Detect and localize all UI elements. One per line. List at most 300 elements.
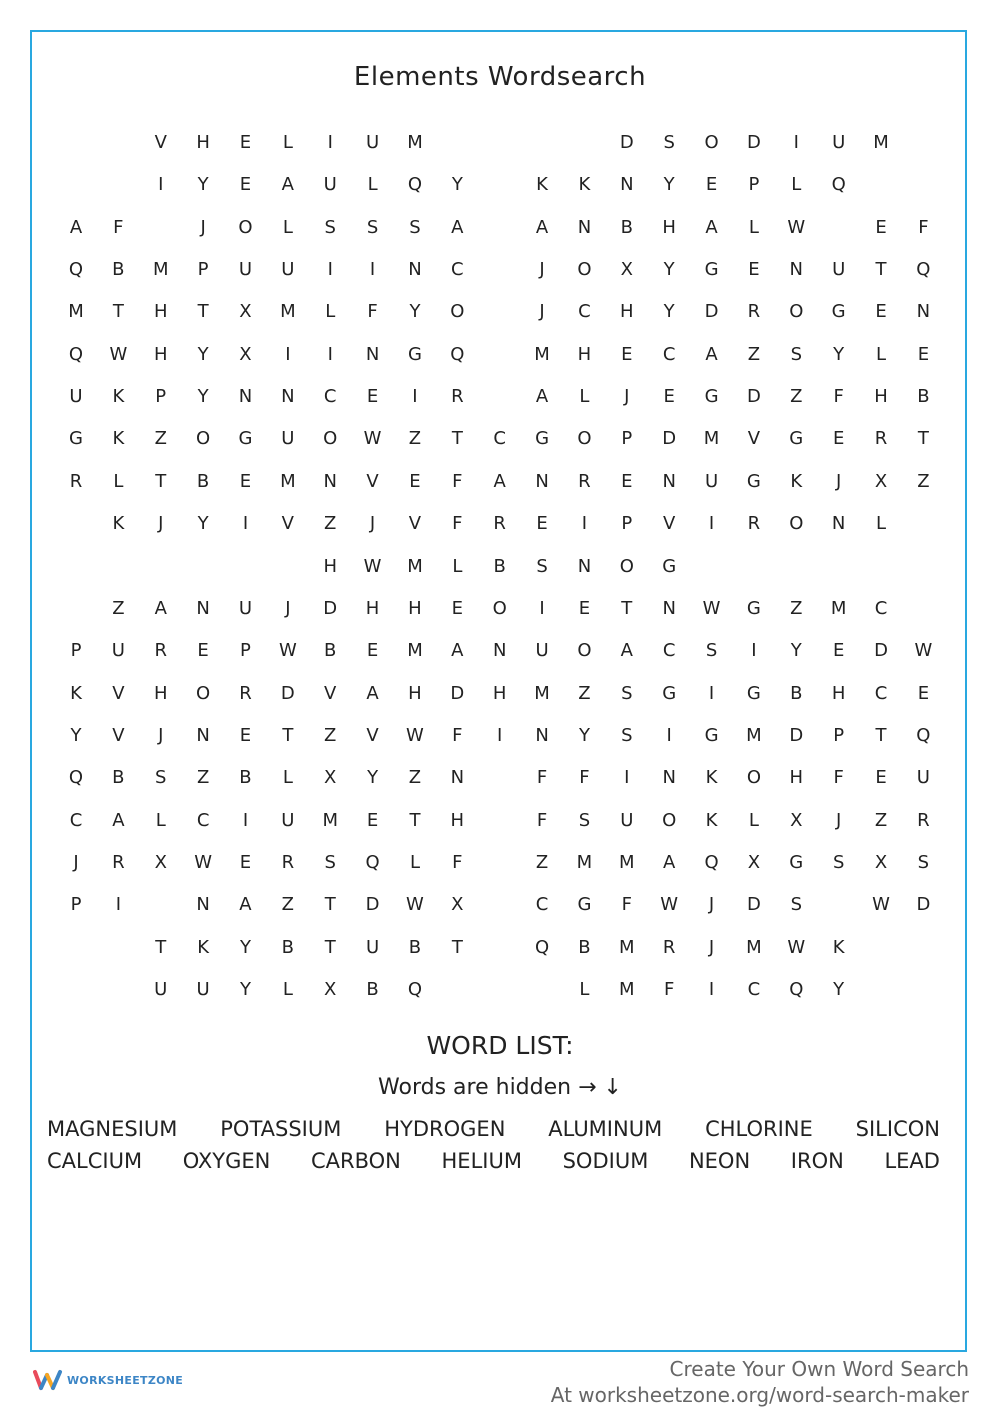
- grid-letter[interactable]: V: [281, 513, 294, 535]
- grid-letter[interactable]: A: [239, 894, 252, 916]
- grid-letter[interactable]: E: [197, 640, 209, 662]
- grid-letter[interactable]: U: [154, 979, 168, 1000]
- grid-letter[interactable]: Y: [239, 979, 251, 1000]
- grid-letter[interactable]: I: [581, 513, 588, 535]
- grid-letter[interactable]: S: [705, 640, 718, 662]
- grid-letter[interactable]: S: [536, 555, 548, 577]
- grid-letter[interactable]: S: [409, 216, 421, 238]
- grid-letter[interactable]: I: [327, 343, 333, 365]
- grid-letter[interactable]: X: [790, 809, 803, 831]
- grid-letter[interactable]: N: [620, 174, 634, 196]
- grid-letter[interactable]: E: [366, 386, 379, 408]
- grid-letter[interactable]: M: [152, 259, 169, 281]
- grid-letter[interactable]: H: [577, 343, 592, 365]
- grid-letter[interactable]: N: [789, 259, 804, 281]
- grid-letter[interactable]: N: [408, 259, 422, 281]
- grid-letter[interactable]: Z: [790, 597, 803, 619]
- grid-letter[interactable]: O: [323, 428, 338, 450]
- grid-letter[interactable]: B: [112, 767, 125, 789]
- grid-letter[interactable]: H: [620, 301, 634, 323]
- grid-letter[interactable]: L: [876, 513, 887, 535]
- grid-letter[interactable]: E: [366, 640, 379, 662]
- grid-letter[interactable]: X: [324, 979, 337, 1000]
- grid-letter[interactable]: N: [196, 597, 210, 619]
- grid-letter[interactable]: Z: [196, 767, 210, 789]
- grid-letter[interactable]: W: [702, 597, 721, 619]
- grid-letter[interactable]: A: [620, 640, 633, 662]
- grid-letter[interactable]: U: [196, 979, 210, 1000]
- grid-letter[interactable]: O: [619, 555, 634, 577]
- grid-letter[interactable]: E: [875, 216, 887, 238]
- grid-letter[interactable]: L: [748, 809, 759, 831]
- grid-letter[interactable]: B: [620, 216, 633, 238]
- grid-letter[interactable]: T: [875, 259, 887, 281]
- grid-letter[interactable]: R: [69, 470, 83, 492]
- grid-letter[interactable]: P: [197, 259, 209, 281]
- grid-letter[interactable]: B: [366, 979, 379, 1000]
- grid-letter[interactable]: Z: [324, 513, 337, 535]
- grid-letter[interactable]: T: [409, 809, 421, 831]
- grid-letter[interactable]: P: [155, 386, 167, 408]
- grid-letter[interactable]: I: [242, 513, 249, 535]
- grid-letter[interactable]: E: [621, 470, 633, 492]
- grid-letter[interactable]: Q: [916, 259, 931, 281]
- grid-letter[interactable]: Z: [578, 682, 591, 704]
- grid-letter[interactable]: M: [619, 979, 635, 1000]
- grid-letter[interactable]: R: [239, 682, 252, 704]
- grid-letter[interactable]: E: [239, 174, 252, 196]
- grid-letter[interactable]: U: [365, 936, 380, 958]
- grid-letter[interactable]: N: [662, 767, 676, 789]
- grid-letter[interactable]: O: [789, 513, 804, 535]
- grid-letter[interactable]: N: [535, 724, 549, 746]
- grid-letter[interactable]: T: [451, 936, 463, 958]
- grid-letter[interactable]: I: [115, 894, 122, 916]
- grid-letter[interactable]: M: [746, 724, 762, 746]
- grid-letter[interactable]: M: [534, 682, 550, 704]
- grid-letter[interactable]: K: [197, 936, 210, 958]
- grid-letter[interactable]: T: [451, 428, 463, 450]
- grid-letter[interactable]: J: [73, 851, 79, 873]
- grid-letter[interactable]: Y: [197, 513, 209, 535]
- grid-letter[interactable]: I: [708, 682, 715, 704]
- grid-letter[interactable]: T: [282, 724, 294, 746]
- grid-letter[interactable]: X: [874, 470, 888, 492]
- grid-letter[interactable]: O: [492, 597, 507, 619]
- grid-letter[interactable]: C: [323, 386, 337, 408]
- grid-letter[interactable]: D: [746, 894, 761, 916]
- grid-letter[interactable]: W: [787, 936, 806, 958]
- grid-letter[interactable]: M: [407, 555, 423, 577]
- grid-letter[interactable]: M: [407, 132, 423, 153]
- grid-letter[interactable]: D: [746, 386, 761, 408]
- grid-letter[interactable]: E: [621, 343, 633, 365]
- grid-letter[interactable]: I: [624, 767, 630, 789]
- grid-letter[interactable]: B: [790, 682, 803, 704]
- footer-line-2[interactable]: At worksheetzone.org/word-search-maker: [550, 1383, 969, 1407]
- grid-letter[interactable]: Z: [874, 809, 888, 831]
- grid-letter[interactable]: J: [369, 513, 376, 535]
- grid-letter[interactable]: M: [873, 132, 889, 153]
- grid-letter[interactable]: Y: [70, 724, 82, 746]
- grid-letter[interactable]: B: [917, 386, 930, 408]
- grid-letter[interactable]: R: [154, 640, 167, 662]
- grid-letter[interactable]: M: [619, 936, 635, 958]
- grid-letter[interactable]: C: [451, 259, 464, 281]
- grid-letter[interactable]: L: [282, 132, 293, 153]
- grid-letter[interactable]: G: [704, 386, 719, 408]
- grid-letter[interactable]: G: [789, 851, 804, 873]
- grid-letter[interactable]: L: [367, 174, 378, 196]
- grid-letter[interactable]: Q: [68, 259, 84, 281]
- grid-letter[interactable]: X: [620, 259, 633, 281]
- grid-letter[interactable]: I: [793, 132, 799, 153]
- grid-letter[interactable]: J: [708, 894, 715, 916]
- grid-letter[interactable]: Y: [239, 936, 251, 958]
- grid-letter[interactable]: S: [663, 132, 675, 153]
- grid-letter[interactable]: N: [492, 640, 507, 662]
- grid-letter[interactable]: O: [577, 259, 592, 281]
- grid-letter[interactable]: I: [539, 597, 545, 619]
- grid-letter[interactable]: C: [747, 979, 761, 1000]
- grid-letter[interactable]: A: [112, 809, 125, 831]
- grid-letter[interactable]: E: [832, 640, 845, 662]
- grid-letter[interactable]: D: [365, 894, 380, 916]
- grid-letter[interactable]: O: [746, 767, 761, 789]
- grid-letter[interactable]: Z: [281, 894, 295, 916]
- grid-letter[interactable]: N: [662, 470, 676, 492]
- grid-letter[interactable]: H: [408, 682, 422, 704]
- grid-letter[interactable]: X: [154, 851, 167, 873]
- grid-letter[interactable]: U: [832, 132, 846, 153]
- grid-letter[interactable]: R: [451, 386, 464, 408]
- grid-letter[interactable]: P: [621, 428, 633, 450]
- grid-letter[interactable]: N: [323, 470, 337, 492]
- grid-letter[interactable]: J: [539, 301, 545, 323]
- grid-letter[interactable]: U: [281, 259, 295, 281]
- grid-letter[interactable]: L: [282, 216, 293, 238]
- grid-letter[interactable]: M: [280, 301, 296, 323]
- grid-letter[interactable]: I: [412, 386, 418, 408]
- grid-letter[interactable]: W: [914, 640, 933, 662]
- grid-letter[interactable]: R: [281, 851, 295, 873]
- grid-letter[interactable]: A: [535, 386, 549, 408]
- grid-letter[interactable]: H: [196, 132, 210, 153]
- grid-letter[interactable]: Z: [535, 851, 549, 873]
- grid-letter[interactable]: G: [831, 301, 846, 323]
- grid-letter[interactable]: L: [282, 979, 293, 1000]
- grid-letter[interactable]: G: [789, 428, 804, 450]
- grid-letter[interactable]: B: [281, 936, 295, 958]
- grid-letter[interactable]: C: [662, 640, 676, 662]
- grid-letter[interactable]: U: [238, 259, 253, 281]
- grid-letter[interactable]: K: [578, 174, 591, 196]
- grid-letter[interactable]: T: [155, 936, 167, 958]
- grid-letter[interactable]: G: [662, 682, 677, 704]
- grid-letter[interactable]: C: [493, 428, 506, 450]
- grid-letter[interactable]: E: [239, 851, 252, 873]
- grid-letter[interactable]: K: [832, 936, 845, 958]
- grid-letter[interactable]: Y: [833, 979, 845, 1000]
- grid-letter[interactable]: I: [751, 640, 757, 662]
- grid-letter[interactable]: A: [535, 216, 549, 238]
- grid-letter[interactable]: U: [535, 640, 549, 662]
- grid-letter[interactable]: E: [832, 428, 845, 450]
- grid-letter[interactable]: Q: [704, 851, 719, 873]
- grid-letter[interactable]: F: [452, 724, 463, 746]
- grid-letter[interactable]: Y: [197, 174, 209, 196]
- grid-letter[interactable]: V: [366, 470, 379, 492]
- grid-letter[interactable]: O: [704, 132, 719, 153]
- grid-letter[interactable]: R: [578, 470, 591, 492]
- grid-letter[interactable]: W: [278, 640, 297, 662]
- grid-letter[interactable]: Q: [831, 174, 846, 196]
- grid-letter[interactable]: R: [112, 851, 125, 873]
- grid-letter[interactable]: F: [833, 386, 844, 408]
- grid-letter[interactable]: H: [323, 555, 337, 577]
- grid-letter[interactable]: D: [916, 894, 931, 916]
- grid-letter[interactable]: B: [196, 470, 210, 492]
- grid-letter[interactable]: S: [324, 851, 336, 873]
- grid-letter[interactable]: E: [578, 597, 591, 619]
- grid-letter[interactable]: T: [621, 597, 633, 619]
- grid-letter[interactable]: X: [324, 767, 337, 789]
- grid-letter[interactable]: U: [281, 428, 295, 450]
- grid-letter[interactable]: S: [790, 894, 802, 916]
- grid-letter[interactable]: O: [196, 682, 211, 704]
- grid-letter[interactable]: Y: [409, 301, 421, 323]
- grid-letter[interactable]: P: [240, 640, 251, 662]
- grid-letter[interactable]: I: [666, 724, 672, 746]
- grid-letter[interactable]: H: [874, 386, 888, 408]
- grid-letter[interactable]: C: [69, 809, 83, 831]
- grid-letter[interactable]: A: [705, 216, 718, 238]
- grid-letter[interactable]: F: [452, 851, 463, 873]
- grid-letter[interactable]: Y: [663, 301, 675, 323]
- grid-letter[interactable]: E: [705, 174, 718, 196]
- grid-letter[interactable]: K: [112, 513, 125, 535]
- grid-letter[interactable]: G: [238, 428, 253, 450]
- grid-letter[interactable]: B: [578, 936, 591, 958]
- grid-letter[interactable]: H: [662, 216, 676, 238]
- grid-letter[interactable]: N: [831, 513, 846, 535]
- grid-letter[interactable]: P: [748, 174, 760, 196]
- grid-letter[interactable]: I: [369, 259, 376, 281]
- grid-letter[interactable]: O: [577, 640, 592, 662]
- grid-letter[interactable]: I: [158, 174, 164, 196]
- grid-letter[interactable]: U: [916, 767, 930, 789]
- grid-letter[interactable]: Y: [833, 343, 845, 365]
- grid-letter[interactable]: T: [875, 724, 887, 746]
- grid-letter[interactable]: E: [748, 259, 760, 281]
- grid-letter[interactable]: K: [705, 767, 718, 789]
- grid-letter[interactable]: O: [450, 301, 465, 323]
- grid-letter[interactable]: Z: [747, 343, 761, 365]
- grid-letter[interactable]: E: [451, 597, 464, 619]
- grid-letter[interactable]: Q: [68, 343, 84, 365]
- grid-letter[interactable]: Q: [68, 767, 84, 789]
- grid-letter[interactable]: X: [451, 894, 464, 916]
- grid-letter[interactable]: A: [154, 597, 167, 619]
- grid-letter[interactable]: A: [69, 216, 83, 238]
- grid-letter[interactable]: H: [408, 597, 422, 619]
- grid-letter[interactable]: F: [621, 894, 632, 916]
- grid-letter[interactable]: F: [113, 216, 124, 238]
- grid-letter[interactable]: F: [833, 767, 844, 789]
- grid-letter[interactable]: E: [663, 386, 675, 408]
- grid-letter[interactable]: H: [153, 682, 168, 704]
- grid-letter[interactable]: Y: [663, 174, 675, 196]
- grid-letter[interactable]: G: [662, 555, 677, 577]
- grid-letter[interactable]: T: [324, 894, 336, 916]
- grid-letter[interactable]: Q: [916, 724, 931, 746]
- grid-letter[interactable]: G: [704, 724, 719, 746]
- worksheetzone-logo[interactable]: [33, 1369, 183, 1391]
- grid-letter[interactable]: Y: [578, 724, 590, 746]
- grid-letter[interactable]: C: [578, 301, 591, 323]
- grid-letter[interactable]: A: [663, 851, 676, 873]
- grid-letter[interactable]: I: [708, 979, 715, 1000]
- grid-letter[interactable]: N: [535, 470, 549, 492]
- grid-letter[interactable]: K: [112, 428, 125, 450]
- grid-letter[interactable]: R: [747, 301, 761, 323]
- grid-letter[interactable]: R: [662, 936, 676, 958]
- grid-letter[interactable]: S: [621, 724, 633, 746]
- grid-letter[interactable]: D: [662, 428, 677, 450]
- grid-letter[interactable]: I: [327, 259, 333, 281]
- grid-letter[interactable]: M: [746, 936, 762, 958]
- grid-letter[interactable]: N: [577, 216, 592, 238]
- grid-letter[interactable]: L: [325, 301, 336, 323]
- grid-letter[interactable]: I: [242, 809, 249, 831]
- grid-letter[interactable]: X: [747, 851, 761, 873]
- grid-letter[interactable]: O: [238, 216, 253, 238]
- grid-letter[interactable]: L: [282, 767, 293, 789]
- grid-letter[interactable]: S: [832, 851, 845, 873]
- grid-letter[interactable]: Q: [365, 851, 380, 873]
- grid-letter[interactable]: Y: [197, 343, 209, 365]
- grid-letter[interactable]: K: [70, 682, 82, 704]
- grid-letter[interactable]: Y: [790, 640, 802, 662]
- grid-letter[interactable]: M: [576, 851, 593, 873]
- grid-letter[interactable]: U: [281, 809, 295, 831]
- grid-letter[interactable]: L: [876, 343, 887, 365]
- grid-letter[interactable]: G: [704, 259, 719, 281]
- grid-letter[interactable]: S: [155, 767, 167, 789]
- grid-letter[interactable]: N: [662, 597, 676, 619]
- grid-letter[interactable]: X: [874, 851, 888, 873]
- grid-letter[interactable]: G: [535, 428, 550, 450]
- grid-letter[interactable]: D: [746, 132, 761, 153]
- grid-letter[interactable]: F: [452, 470, 463, 492]
- grid-letter[interactable]: W: [109, 343, 128, 365]
- grid-letter[interactable]: W: [363, 428, 382, 450]
- grid-letter[interactable]: Q: [534, 936, 550, 958]
- grid-letter[interactable]: L: [748, 216, 759, 238]
- grid-letter[interactable]: D: [450, 682, 465, 704]
- grid-letter[interactable]: C: [535, 894, 549, 916]
- grid-letter[interactable]: J: [285, 597, 291, 619]
- grid-letter[interactable]: H: [831, 682, 846, 704]
- grid-letter[interactable]: N: [450, 767, 465, 789]
- grid-letter[interactable]: Y: [367, 767, 379, 789]
- grid-letter[interactable]: A: [451, 216, 464, 238]
- grid-letter[interactable]: E: [536, 513, 548, 535]
- grid-letter[interactable]: S: [324, 216, 336, 238]
- grid-letter[interactable]: X: [239, 343, 252, 365]
- grid-letter[interactable]: G: [577, 894, 592, 916]
- grid-letter[interactable]: N: [365, 343, 380, 365]
- grid-letter[interactable]: H: [153, 343, 168, 365]
- grid-letter[interactable]: F: [536, 767, 548, 789]
- grid-letter[interactable]: V: [663, 513, 676, 535]
- grid-letter[interactable]: V: [366, 724, 379, 746]
- grid-letter[interactable]: H: [365, 597, 380, 619]
- grid-letter[interactable]: X: [239, 301, 252, 323]
- grid-letter[interactable]: D: [619, 132, 634, 153]
- grid-letter[interactable]: C: [196, 809, 210, 831]
- grid-letter[interactable]: W: [660, 894, 679, 916]
- grid-letter[interactable]: N: [916, 301, 931, 323]
- grid-letter[interactable]: S: [578, 809, 591, 831]
- grid-letter[interactable]: J: [200, 216, 206, 238]
- grid-letter[interactable]: J: [624, 386, 630, 408]
- grid-letter[interactable]: I: [327, 132, 333, 153]
- grid-letter[interactable]: E: [239, 132, 252, 153]
- grid-letter[interactable]: F: [452, 513, 463, 535]
- grid-letter[interactable]: L: [791, 174, 802, 196]
- grid-letter[interactable]: K: [112, 386, 125, 408]
- grid-letter[interactable]: C: [874, 597, 888, 619]
- grid-letter[interactable]: V: [747, 428, 761, 450]
- grid-letter[interactable]: E: [875, 767, 887, 789]
- grid-letter[interactable]: L: [452, 555, 463, 577]
- grid-letter[interactable]: M: [534, 343, 550, 365]
- grid-letter[interactable]: O: [196, 428, 211, 450]
- grid-letter[interactable]: Z: [324, 724, 337, 746]
- grid-letter[interactable]: Q: [407, 979, 423, 1000]
- grid-letter[interactable]: J: [158, 724, 164, 746]
- grid-letter[interactable]: K: [790, 470, 803, 492]
- grid-letter[interactable]: F: [579, 767, 590, 789]
- grid-letter[interactable]: I: [708, 513, 715, 535]
- grid-letter[interactable]: R: [747, 513, 761, 535]
- grid-letter[interactable]: I: [497, 724, 503, 746]
- grid-letter[interactable]: E: [239, 724, 252, 746]
- grid-letter[interactable]: M: [322, 809, 338, 831]
- grid-letter[interactable]: U: [323, 174, 337, 196]
- grid-letter[interactable]: W: [363, 555, 382, 577]
- grid-letter[interactable]: Y: [197, 386, 209, 408]
- grid-letter[interactable]: D: [323, 597, 338, 619]
- grid-letter[interactable]: W: [406, 724, 424, 746]
- grid-letter[interactable]: G: [407, 343, 422, 365]
- grid-letter[interactable]: M: [407, 640, 423, 662]
- grid-letter[interactable]: S: [917, 851, 930, 873]
- grid-letter[interactable]: C: [662, 343, 676, 365]
- grid-letter[interactable]: Q: [407, 174, 423, 196]
- grid-letter[interactable]: L: [409, 851, 420, 873]
- grid-letter[interactable]: B: [493, 555, 506, 577]
- grid-letter[interactable]: D: [704, 301, 719, 323]
- grid-letter[interactable]: O: [789, 301, 804, 323]
- grid-letter[interactable]: J: [539, 259, 545, 281]
- grid-letter[interactable]: G: [746, 470, 761, 492]
- grid-letter[interactable]: U: [620, 809, 634, 831]
- grid-letter[interactable]: M: [280, 470, 296, 492]
- grid-letter[interactable]: G: [746, 597, 761, 619]
- grid-letter[interactable]: E: [875, 301, 887, 323]
